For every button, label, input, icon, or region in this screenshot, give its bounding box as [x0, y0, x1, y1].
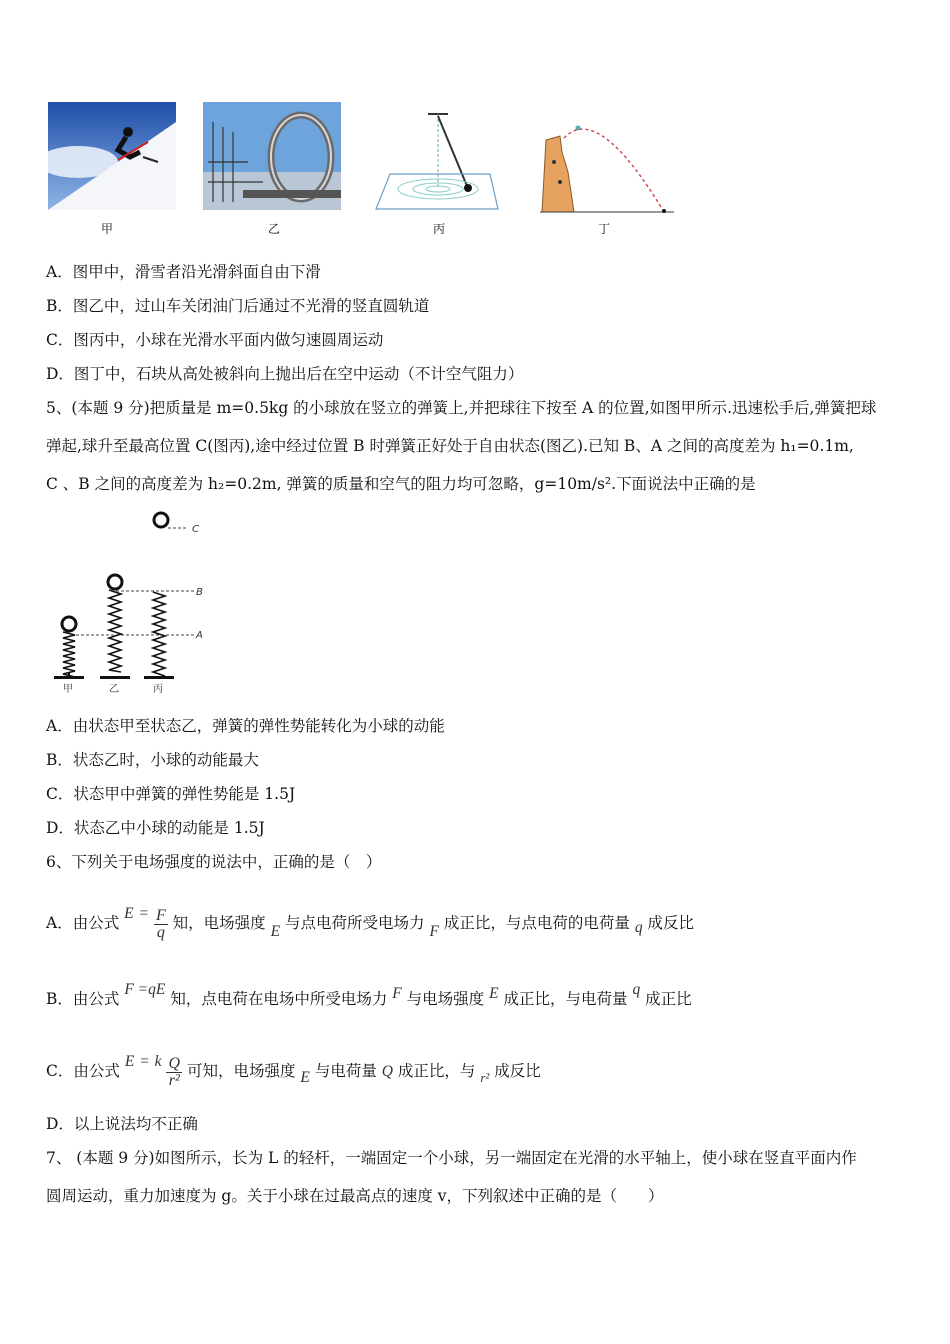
q5-stem-line1: 5、(本题 9 分)把质量是 m=0.5kg 的小球放在竖立的弹簧上,并把球往下按至 A 的位置,如图甲所示.迅速松手后,弹簧把球 [46, 399, 877, 417]
q6-option-c: C．由公式 E = k $\frac{Q}{\text{r²}}$ 可知，电场强度 E 与电荷量 Q 成正比，与 $_{r^2}$ 成反比 [46, 1053, 541, 1089]
q7-stem-line1: 7、 (本题 9 分)如图所示，长为 L 的轻杆，一端固定一个小球，另一端固定在光滑的水平轴上，使小球在竖直平面内作 [46, 1149, 857, 1167]
spring-figure [48, 508, 218, 698]
q4-option-b: B．图乙中，过山车关闭油门后通过不光滑的竖直圆轨道 [46, 297, 430, 315]
label-c: C [192, 524, 199, 535]
q4-option-c: C．图丙中，小球在光滑水平面内做匀速圆周运动 [46, 331, 384, 349]
caption-yi: 乙 [268, 222, 281, 236]
caption-ding: 丁 [598, 222, 611, 236]
q6-option-a: A．由公式 E = $\frac{F}{q}$ 知，电场强度 E 与点电荷所受电场力 F 成正比，与点电荷的电荷量 q 成反比 [46, 905, 695, 941]
q5-option-b: B．状态乙时，小球的动能最大 [46, 751, 259, 769]
caption-bing: 丙 [433, 222, 446, 236]
q5-stem-line3: C 、B 之间的高度差为 h₂=0.2m, 弹簧的质量和空气的阻力均可忽略，g=10m/s².下面说法中正确的是 [46, 475, 756, 493]
q5-stem-line2: 弹起,球升至最高位置 C(图丙),途中经过位置 B 时弹簧正好处于自由状态(图乙).已知 B、A 之间的高度差为 h₁=0.1m, [46, 437, 854, 455]
q7-stem-line2: 圆周运动，重力加速度为 g。关于小球在过最高点的速度 v，下列叙述中正确的是（ ） [46, 1187, 664, 1205]
figure-jia [48, 102, 176, 210]
q6-option-b: B．由公式 F =qE 知，点电荷在电场中所受电场力 F 与电场强度 E 成正比，与电荷量 q 成正比 [46, 981, 692, 1008]
q4-option-d: D．图丁中，石块从高处被斜向上抛出后在空中运动（不计空气阻力） [46, 365, 524, 383]
label-a: A [196, 630, 203, 641]
figure-bing [370, 104, 500, 212]
q5-option-d: D．状态乙中小球的动能是 1.5J [46, 819, 265, 837]
label-b: B [196, 587, 203, 598]
q4-option-a: A．图甲中，滑雪者沿光滑斜面自由下滑 [46, 263, 321, 281]
q5-option-c: C．状态甲中弹簧的弹性势能是 1.5J [46, 785, 296, 803]
label-jia: 甲 [63, 684, 73, 695]
formula-kq-over-r2: $\frac{Q}{\text{r²}}$ [168, 1054, 181, 1089]
q5-option-a: A．由状态甲至状态乙，弹簧的弹性势能转化为小球的动能 [46, 717, 445, 735]
label-bing: 丙 [153, 684, 163, 695]
figure-yi [203, 102, 341, 210]
caption-jia: 甲 [101, 222, 114, 236]
label-yi: 乙 [109, 684, 119, 695]
formula-f-qe: F =qE [124, 981, 166, 998]
figure-ding [538, 112, 674, 216]
formula-e-f-over-q: $\frac{F}{q}$ [155, 906, 166, 941]
q6-option-d: D．以上说法均不正确 [46, 1115, 198, 1133]
q6-stem: 6、下列关于电场强度的说法中，正确的是（ ） [46, 853, 382, 871]
